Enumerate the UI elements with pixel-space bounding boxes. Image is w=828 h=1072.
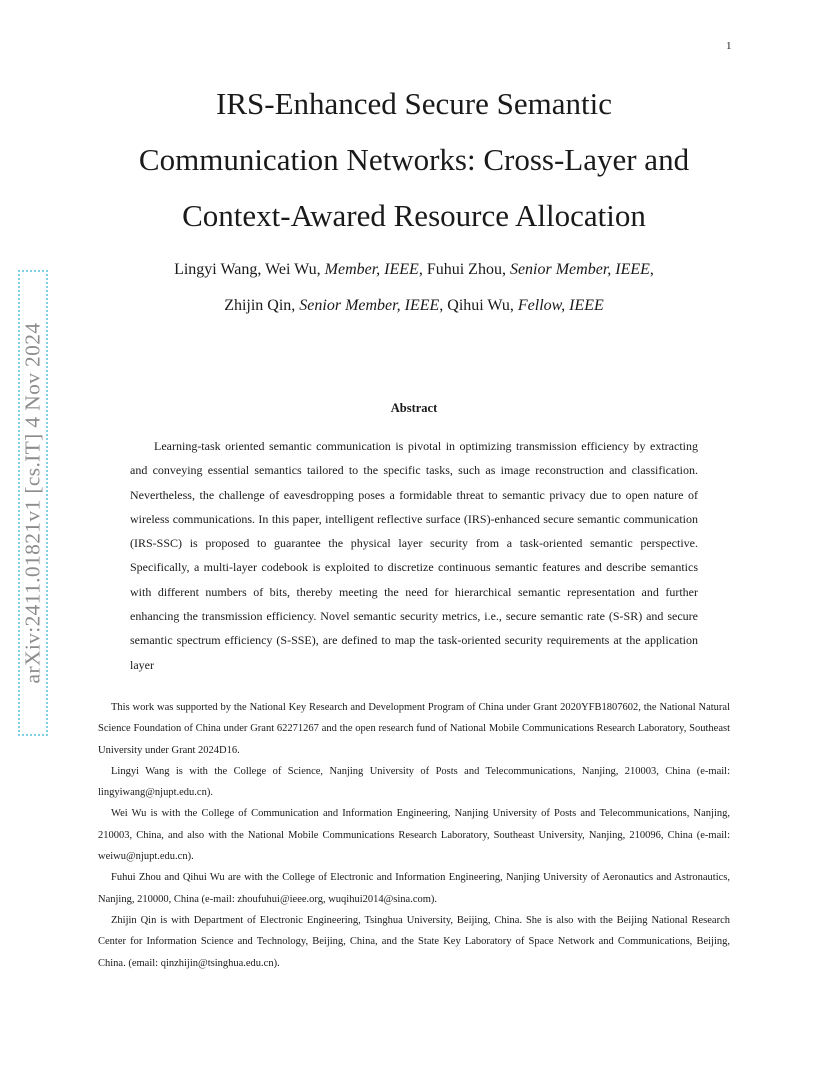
author-affiliation: Fellow, IEEE (517, 297, 604, 314)
abstract-heading: Abstract (390, 401, 438, 415)
footnote-funding: This work was supported by the National Key Research and Development Program of China under Grant 2020YFB1807602, the National Natural Science Foundation of China under Grant 62271267 and the open research fund of National Mobile Communications Research Laboratory, Southeast University under Grant 2024D16. (98, 702, 730, 756)
footnote-affiliation: Zhijin Qin is with Department of Electronic Engineering, Tsinghua University, Beijing, China. She is also with the Beijing National Research Center for Information Science and Technology, Beijing, China, and the State Key Laboratory of Space Network and Communications, Beijing, China. (email: qinzhijin@tsinghua.edu.cn). (98, 914, 730, 969)
author-name: Qihui Wu (447, 297, 510, 314)
author-list (70, 252, 758, 324)
author-line: Lingyi Wang, Wei Wu, Member, IEEE, Fuhui Zhou, Senior Member, IEEE, (174, 261, 654, 278)
footnote-affiliation: Fuhui Zhou and Qihui Wu are with the College of Electronic and Information Engineering, Nanjing University of Aeronautics and Astronautics, Nanjing, 210000, China (e-mail: zhoufuhui@ieee.org, wuqihui2014@sina.com). (98, 872, 730, 905)
title-line: IRS-Enhanced Secure Semantic (216, 86, 612, 121)
footnote-affiliation: Wei Wu is with the College of Communication and Information Engineering, Nanjing University of Posts and Telecommunications, Nanjing, 210003, China, and also with the National Mobile Communications Research Laboratory, Southeast University, Nanjing, 210096, China (e-mail: weiwu@njupt.edu.cn). (98, 808, 730, 863)
abstract-body: Learning-task oriented semantic communication is pivotal in optimizing transmission efficiency by extracting and conveying essential semantics tailored to the specific tasks, such as image reconstruction and classification. Nevertheless, the challenge of eavesdropping poses a formidable threat to semantic privacy due to open nature of wireless communications. In this paper, intelligent reflective surface (IRS)-enhanced secure semantic communication (IRS-SSC) is proposed to guarantee the physical layer security from a task-oriented semantic perspective. Specifically, a multi-layer codebook is exploited to discretize continuous semantic features and describe semantics with different numbers of bits, thereby meeting the need for hierarchical semantic representation and further enhancing the transmission efficiency. Novel semantic security metrics, i.e., secure semantic rate (S-SR) and secure semantic spectrum efficiency (S-SSE), are defined to map the task-oriented security requirements at the application layer (130, 439, 698, 672)
author-affiliation: Member, IEEE (324, 261, 419, 278)
author-name: Wei Wu (265, 261, 317, 278)
arxiv-identifier-text: arXiv:2411.01821v1 [cs.IT] 4 Nov 2024 (20, 322, 45, 684)
page-number: 1 (726, 40, 732, 52)
arxiv-identifier-stamp[interactable] (18, 270, 48, 736)
paper-title (70, 76, 758, 244)
author-affiliation: Senior Member, IEEE (299, 297, 440, 314)
author-name: Zhijin Qin (224, 297, 292, 314)
footnote-affiliation: Lingyi Wang is with the College of Science, Nanjing University of Posts and Telecommunications, Nanjing, 210003, China (e-mail: lingyiwang@njupt.edu.cn). (98, 765, 730, 799)
title-line: Context-Awared Resource Allocation (182, 198, 646, 233)
author-name: Lingyi Wang (174, 261, 258, 278)
footnotes (98, 697, 730, 974)
author-line: Zhijin Qin, Senior Member, IEEE, Qihui Wu, Fellow, IEEE (224, 297, 604, 314)
title-line: Communication Networks: Cross-Layer and (138, 142, 690, 177)
author-name: Fuhui Zhou (426, 261, 502, 278)
author-affiliation: Senior Member, IEEE (509, 261, 650, 278)
